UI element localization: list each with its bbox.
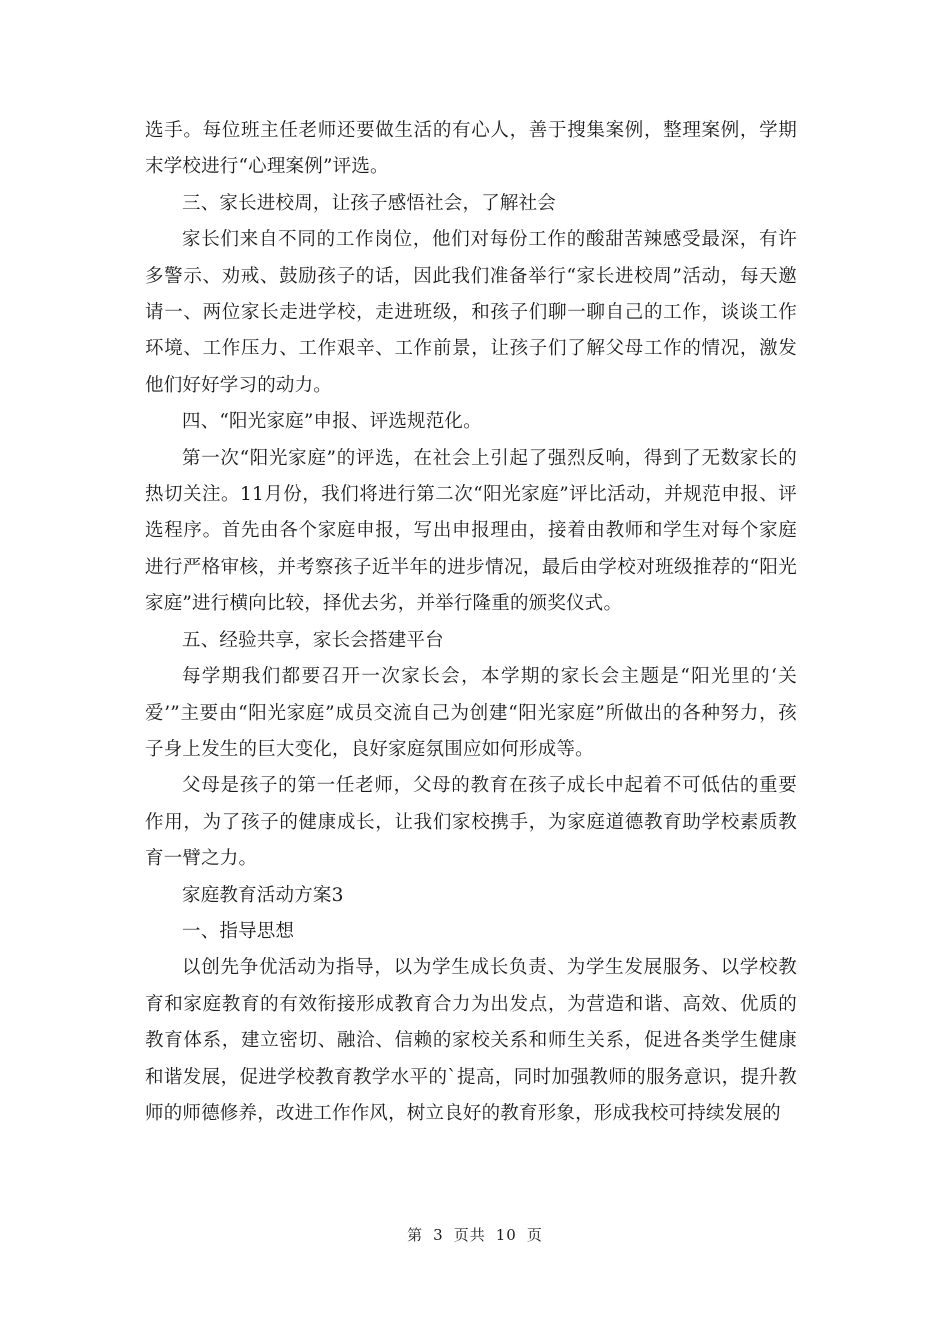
section-heading: 三、家长进校周，让孩子感悟社会，了解社会 (182, 192, 557, 214)
footer-label-page: 第 (407, 1226, 424, 1244)
document-body (145, 113, 797, 1132)
section-heading: 四、“阳光家庭”申报、评选规范化。 (182, 411, 482, 433)
footer-label-end: 页 (526, 1226, 543, 1244)
total-page-count: 10 (495, 1226, 517, 1244)
page-footer (0, 1224, 950, 1245)
paragraph: 第一次“阳光家庭”的评选，在社会上引起了强烈反响，得到了无数家长的热切关注。11月份，我们将进行第二次“阳光家庭”评比活动，并规范申报、评选程序。首先由各个家庭申报，写出申报理由，接着由教师和学生对每个家庭进行严格审核，并考察孩子近半年的进步情况，最后由学校对班级推荐的“阳光家庭”进行横向比较，择优去劣，并举行隆重的颁奖仪式。 (145, 447, 797, 615)
footer-label-total: 页共 (453, 1226, 486, 1244)
paragraph: 父母是孩子的第一任老师，父母的教育在孩子成长中起着不可低估的重要作用，为了孩子的健康成长，让我们家校携手，为家庭道德教育助学校素质教育一臂之力。 (145, 775, 797, 870)
paragraph: 每学期我们都要召开一次家长会，本学期的家长会主题是“阳光里的‘关爱’”主要由“阳光家庭”成员交流自己为创建“阳光家庭”所做出的各种努力，孩子身上发生的巨大变化，良好家庭氛围应如何形成等。 (145, 666, 797, 760)
document-title: 家庭教育活动方案3 (182, 884, 344, 906)
paragraph: 选手。每位班主任老师还要做生活的有心人，善于搜集案例，整理案例，学期末学校进行“心理案例”评选。 (145, 120, 797, 178)
paragraph: 家长们来自不同的工作岗位，他们对每份工作的酸甜苦辣感受最深，有许多警示、劝戒、鼓励孩子的话，因此我们准备举行“家长进校周”活动，每天邀请一、两位家长走进学校，走进班级，和孩子们聊一聊自己的工作，谈谈工作环境、工作压力、工作艰辛、工作前景，让孩子们了解父母工作的情况，激发他们好好学习的动力。 (145, 229, 797, 396)
section-heading: 一、指导思想 (182, 920, 295, 942)
paragraph: 以创先争优活动为指导，以为学生成长负责、为学生发展服务、以学校教育和家庭教育的有效衔接形成教育合力为出发点，为营造和谐、高效、优质的教育体系，建立密切、融洽、信赖的家校关系和师生关系，促进各类学生健康和谐发展，促进学校教育教学水平的`提高，同时加强教师的服务意识，提升教师的师德修养，改进工作作风，树立良好的教育形象，形成我校可持续发展的 (145, 957, 797, 1124)
current-page-number: 3 (433, 1226, 444, 1244)
section-heading: 五、经验共享，家长会搭建平台 (182, 629, 444, 651)
